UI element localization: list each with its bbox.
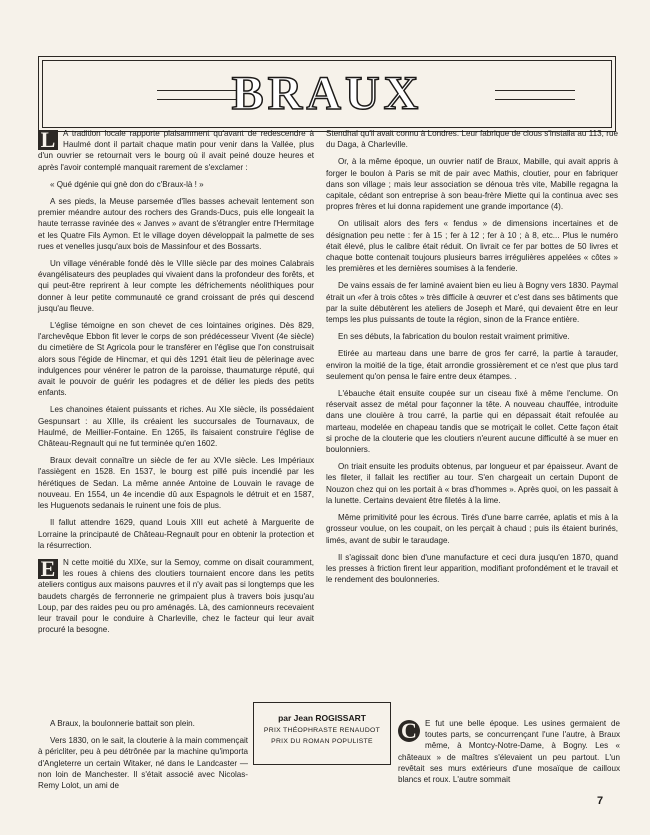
paragraph: Vers 1830, on le sait, la clouterie à la main commençait à péricliter, peu à peu détrônée par la machine qu'importa d'Angleterre un certain Witaker, né dans le Landcaster — non loin de Manchester. Il s'était associé avec Nicolas-Remy Lolot, un ami de: [38, 736, 248, 791]
title-rule-right: [495, 90, 575, 100]
paragraph: Il s'agissait donc bien d'une manufacture et ceci dura jusqu'en 1870, quand les presses à friction firent leur apparition, modifiant profondément et le travail et le rendement des boulonneries.: [326, 552, 618, 585]
paragraph: A ses pieds, la Meuse parsemée d'îles basses achevait lentement son premier méandre autour des rochers des Grands-Ducs, puis elle longeait la haute terrasse ravinée des « Janves » avant de s'étrangler entre l'Hermitage et les Quatre Fils Aymon. Et le village doyen développait la palmette de ses rues et venelles jusqu'aux bois de Massinfour et des Bossarts.: [38, 197, 314, 251]
paragraph: Braux devait connaître un siècle de fer au XVIe siècle. Les Impériaux l'assiègent en 1528. En 1537, le bourg est pillé puis incendié par les hérétiques de Sedan. La même année Antoine de Louvain le ravage de nouveau. En 1554, un 4e incendie dû aux Espagnols le détruit et en 1587, les Huguenots sedanais le ruinent une fois de plus.: [38, 456, 314, 511]
paragraph: L'église témoigne en son chevet de ces lointaines origines. Dès 829, l'archevêque Ebbon fit lever le corps de son prédécesseur Vivent (4e siècle) du cimetière de St Agricola pour le transférer en l'église que l'on construisait alors sous l'égide de Hincmar, et qui dès 1291 était lieu de pèlerinage avec indulgences pour vénérer le patron de la paroisse, thaumaturge réputé, qui avait le pouvoir de guérir les podagres et de délier les pieds des petits enfants.: [38, 321, 314, 398]
right-column: [326, 128, 618, 591]
paragraph: Etirée au marteau dans une barre de gros fer carré, la partie à tarauder, environ la moitié de la tige, était arrondie grossièrement et ce n'est que plus tard seulement qu'on pensa le faire entre deux étampes. .: [326, 349, 618, 381]
paragraph: On utilisait alors des fers « fendus » de dimensions incertaines et de désignation peu nette : fer à 15 ; fer à 12 ; fer à 10 ; à 8, etc... Plus le numéro était élevé, plus le calibre était réduit. On livrait ce fer par bottes de 50 livres et chaque botte contenait toujours plusieurs barres irrégulières appelées « côtes » les premières et les dernières soumises à la fenderie.: [326, 219, 618, 274]
paragraph: On triait ensuite les produits obtenus, par longueur et par épaisseur. Avant de les fileter, il fallait les rectifier au tour. S'en chargeait un certain Dupont de Nouzon chez qui on les portait à « bras d'hommes ». Après quoi, on les passait à la lunette. Certains devaient être filetés à la lime.: [326, 462, 618, 505]
title-frame: [38, 56, 616, 132]
paragraph: C E fut une belle époque. Les usines germaient de toutes parts, se concurrençant l'une l'autre, à Braux même, à Montcy-Notre-Dame, à Bogny. Les « châteaux » de maîtres s'élevaient un peu partout. L'un revêtait ses murs extérieurs d'une mosaïque de cailloux blancs et roux. L'autre sommait: [398, 718, 620, 785]
dropcap-l: L: [38, 130, 58, 150]
paragraph: En ses débuts, la fabrication du boulon restait vraiment primitive.: [338, 332, 570, 342]
paragraph: Stendhal qu'il avait connu à Londres. Leur fabrique de clous s'installa au 113, rue du Daga, à Charleville.: [326, 129, 618, 150]
page-title: BRAUX: [231, 67, 423, 120]
paragraph: A Braux, la boulonnerie battait son plein.: [50, 719, 195, 728]
lower-right-text: [398, 718, 620, 785]
author-credit-box: [253, 702, 391, 765]
paragraph: L'ébauche était ensuite coupée sur un ciseau fixé à même l'enclume. On réservait assez de métal pour façonner la tête. A nouveau chauffée, introduite dans une clouière à trou carré, la partie qui en dépassait était refoulée au marteau, modelée en chapeau tandis que se motriçait le collet. Cette façon était si proche de la clouterie que les cloutiers n'eurent aucune difficulté à se muer en boulonniers.: [326, 389, 618, 455]
paragraph: Or, à la même époque, un ouvrier natif de Braux, Mabille, qui avait appris à forger le boulon à Paris se mit de pair avec Mathis, cloutier, pour en fabriquer dans son village ; mais leur association se dénoua très vite, Mabille regagna la capitale, cédant son entreprise à son beau-frère Miette qui la continua avec ses propres frères et lui donna rapidement une grande importance (4).: [326, 157, 618, 212]
lower-left-text: [38, 718, 248, 797]
left-column: [38, 128, 314, 641]
prize-line: PRIX DU ROMAN POPULISTE: [271, 738, 373, 745]
paragraph: Un village vénérable fondé dès le VIIIe siècle par des moines Calabrais évangélisateurs des peuplades qui vivaient dans la profondeur des forêts, et qui peut-être reprirent à leur compte les défrichements néolithiques pour donner à leur petite communauté ce grand croissant de prés qui descend jusqu'au fleuve.: [38, 259, 314, 313]
paragraph: Les chanoines étaient puissants et riches. Au XIe siècle, ils possédaient Gespunsart : au XIIIe, ils créaient les succursales de Tournavaux, de Haulmé, de Meillier-Fontaine. En 1265, ils faisaient construire l'église de Château-Regnault qui ne fut terminée qu'en 1602.: [38, 405, 314, 449]
dropcap-c: C: [398, 720, 420, 742]
paragraph: E N cette moitié du XIXe, sur la Semoy, comme on disait couramment, les roues à chiens des cloutiers tournaient encore dans les petits ateliers contigus aux maisons pauvres et il n'y avait pas si longtemps que les baudets chargés de ferronnerie ne grimpaient plus à travers bois jusqu'au Loup, par des raides peu ou pro aménagés. Là, des camionneurs recevaient leur travail pour le conduire à Charleville, chez le facteur qui leur avait procuré la besogne.: [38, 555, 314, 635]
paragraph: L A tradition locale rapporte plaisamment qu'avant de redescendre à Haulmé dont il partait chaque matin pour venir dans la Vallée, plus d'un ouvrier se retournait vers le bourg où il avait peiné douze heures et après l'avoir contemplé manquait rarement de s'exclamer :: [38, 127, 314, 172]
author-byline: par Jean ROGISSART: [278, 713, 366, 723]
paragraph: Même primitivité pour les écrous. Tirés d'une barre carrée, aplatis et mis à la grosseur voulue, on les coupait, on les perçait à chaud ; puis ils étaient burinés, limés, avant de subir le taraudage.: [326, 513, 618, 545]
title-rule-left: [157, 90, 237, 100]
page-number: 7: [597, 795, 604, 807]
paragraph: De vains essais de fer laminé avaient bien eu lieu à Bogny vers 1830. Paymal étrait un «fer à trois côtes » très difficile à œuvrer et c'est dans ses bâtiments que par la suite débutèrent les ateliers de Joseph et Maré, qui devaient être en leur temps les plus puissants de toute la région, sinon de la France entière.: [326, 281, 618, 325]
paragraph: « Qué dgénie qui gnè don do c'Braux-là ! »: [50, 179, 204, 189]
paragraph: Il fallut attendre 1629, quand Louis XIII eut acheté à Marguerite de Lorraine la principauté de Château-Regnault pour en obtenir la protection et la résurrection.: [38, 518, 314, 550]
dropcap-e: E: [38, 559, 58, 579]
prize-line: PRIX THÉOPHRASTE RENAUDOT: [263, 727, 381, 734]
